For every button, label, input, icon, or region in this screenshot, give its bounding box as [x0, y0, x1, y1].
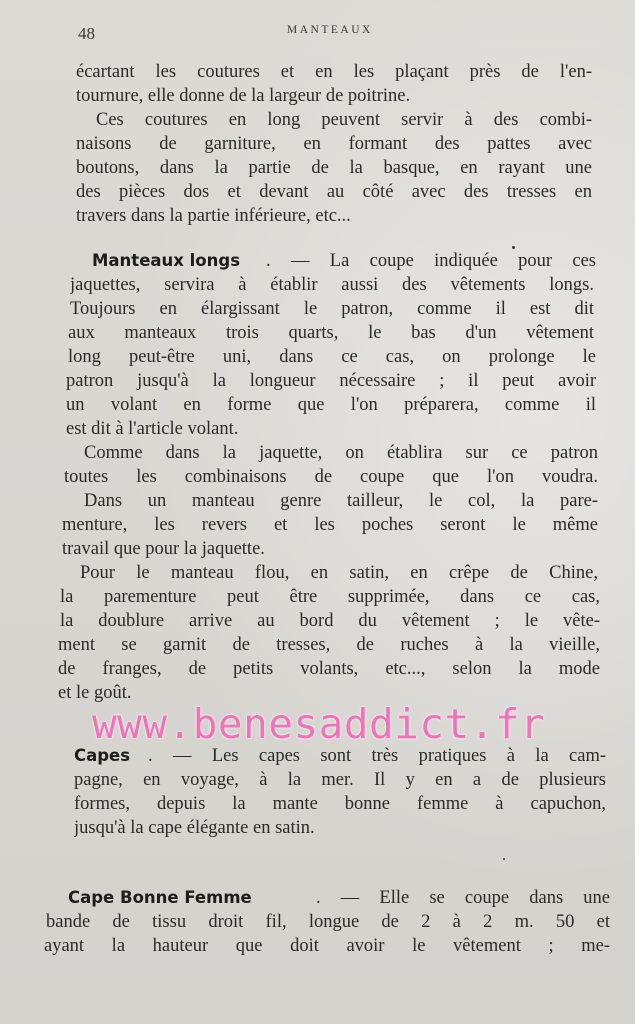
- text-line: Pour le manteau flou, en satin, en crêpe de Chine,: [80, 563, 598, 583]
- text-line: jaquettes, servira à établir aussi des vêtements longs.: [70, 275, 594, 295]
- text-line: est dit à l'article volant.: [66, 419, 239, 439]
- section-heading: Cape Bonne Femme: [68, 888, 252, 907]
- text-line: . — La coupe indiquée pour ces: [266, 251, 596, 271]
- text-line: jusqu'à la cape élégante en satin.: [74, 818, 315, 838]
- watermark-text: www.benesaddict.fr: [92, 700, 546, 748]
- section-heading: Capes: [74, 746, 131, 765]
- text-line: menture, les revers et les poches seront le même: [62, 515, 598, 535]
- text-line: la parementure peut être supprimée, dans ce cas,: [60, 587, 600, 607]
- text-line: travers dans la partie inférieure, etc...: [76, 206, 351, 226]
- text-line: écartant les coutures et en les plaçant près de l'en-: [76, 62, 592, 82]
- text-line: toutes les combinaisons de coupe que l'on voudra.: [64, 467, 598, 487]
- ink-speck: [503, 858, 505, 860]
- text-line: naisons de garniture, en formant des pattes avec: [76, 134, 592, 154]
- text-line: . — Elle se coupe dans une: [316, 888, 610, 908]
- text-line: Toujours en élargissant le patron, comme il est dit: [70, 299, 594, 319]
- page-number: 48: [78, 24, 95, 43]
- text-line: Comme dans la jaquette, on établira sur ce patron: [84, 443, 598, 463]
- text-line: boutons, dans la partie de la basque, en rayant une: [76, 158, 592, 178]
- text-line: ayant la hauteur que doit avoir le vêtement ; me-: [44, 936, 610, 956]
- text-line: long peut-être uni, dans ce cas, on prolonge le: [68, 347, 596, 367]
- text-line: formes, depuis la mante bonne femme à capuchon,: [74, 794, 606, 814]
- text-line: aux manteaux trois quarts, le bas d'un vêtement: [68, 323, 594, 343]
- text-line: un volant en forme que l'on préparera, comme il: [66, 395, 596, 415]
- text-line: et le goût.: [58, 683, 132, 703]
- text-line: Dans un manteau genre tailleur, le col, la pare-: [84, 491, 598, 511]
- text-line: la doublure arrive au bord du vêtement ; le vête-: [60, 611, 600, 631]
- text-line: . — Les capes sont très pratiques à la cam-: [148, 746, 606, 766]
- text-line: des pièces dos et devant au côté avec des tresses en: [76, 182, 592, 202]
- section-heading: Manteaux longs: [92, 251, 241, 270]
- text-line: tournure, elle donne de la largeur de poitrine.: [76, 86, 411, 106]
- running-title: MANTEAUX: [287, 24, 373, 36]
- text-line: Ces coutures en long peuvent servir à des combi-: [96, 110, 592, 130]
- text-line: patron jusqu'à la longueur nécessaire ; il peut avoir: [66, 371, 596, 391]
- text-line: ment se garnit de tresses, de ruches à la vieille,: [58, 635, 600, 655]
- text-line: travail que pour la jaquette.: [62, 539, 265, 559]
- text-line: bande de tissu droit fil, longue de 2 à 2 m. 50 et: [46, 912, 610, 932]
- text-line: de franges, de petits volants, etc..., selon la mode: [58, 659, 600, 679]
- running-head: [0, 22, 635, 46]
- text-line: pagne, en voyage, à la mer. Il y en a de plusieurs: [74, 770, 606, 790]
